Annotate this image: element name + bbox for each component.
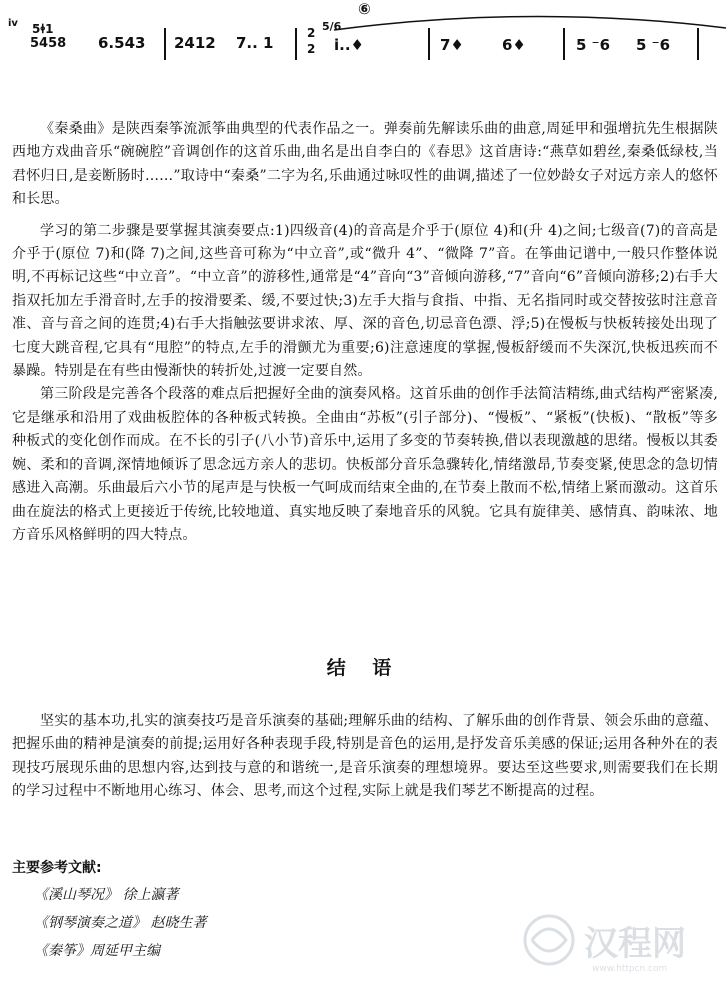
reference-item: 《秦筝》周延甲主编 — [34, 943, 160, 959]
notation-group-7: 5 ⁻6 — [576, 36, 611, 54]
notation-stack-top: 5ꬹ1 — [32, 22, 54, 36]
watermark-icon — [514, 910, 584, 970]
paragraph-intro: 《秦桑曲》是陕西秦筝流派筝曲典型的代表作品之一。弹奏前先解读乐曲的曲意,周延甲和强增抗先生根据陕西地方戏曲音乐“碗碗腔”音调创作的这首乐曲,曲名是出自李白的《春思》这首唐诗:“燕草如碧丝,秦桑低绿枝,当君怀归日,是妾断肠时……”取诗中“秦桑”二字为名,乐曲通过咏叹性的曲调,描述了一位妙龄女子对远方亲人的悠怀和长思。 — [12, 121, 718, 208]
reference-item: 《钢琴演奏之道》 赵晓生著 — [34, 915, 207, 931]
reference-item: 《溪山琴况》 徐上瀛著 — [34, 887, 179, 903]
music-notation-strip — [0, 0, 728, 80]
notation-group-8: 5 ⁻6 — [636, 36, 671, 54]
notation-group-6: 6♦ — [502, 36, 526, 54]
notation-group-2: 2412 — [174, 34, 216, 52]
bar-line — [563, 28, 565, 60]
watermark-brand: 汉程网 — [584, 924, 686, 964]
section-heading-conclusion: 结 语 — [326, 657, 402, 679]
paragraph-technique: 学习的第二步骤是要掌握其演奏要点:1)四级音(4)的音高是介乎于(原位 4)和(升 4)之间;七级音(7)的音高是介乎于(原位 7)和(降 7)之间,这些音可称为“中立音”,或“微升 4”、“微降 7”音。在筝曲记谱中,一般只作整体说明,不再标记这些“中立音”。“中立音”的游移性,通常是“4”音向“3”音倾向游移,“7”音向“6”音倾向游移;2)右手大指双托加左手滑音时,左手的按滑要柔、缓,不要过快;3)左手大指与食指、中指、无名指同时或交替按弦时注意音准、音与音之间的连贯;4)右手大指触弦要讲求浓、厚、深的音色,切忌音色漂、浮;5)在慢板与快板转接处出现了七度大跳音程,它具有“甩腔”的特点,左手的滑颤尤为重要;6)注意速度的掌握,慢板舒缓而不失深沉,快板迅疾而不暴躁。特别是在有些由慢渐快的转折处,过渡一定要自然。 — [12, 222, 718, 380]
bar-line — [428, 28, 430, 60]
time-signature-bottom: 2 — [307, 42, 316, 56]
notation-group-1: 6.543 — [98, 34, 146, 52]
bar-line — [295, 28, 297, 60]
watermark-logo — [514, 910, 714, 980]
bar-line — [164, 28, 166, 60]
conclusion-body — [12, 710, 718, 804]
notation-stack-bottom: 5458 — [30, 36, 67, 51]
article-body — [12, 118, 718, 547]
notation-group-4: i..♦ — [334, 36, 364, 54]
circle-mark: ⑥ — [358, 0, 371, 18]
notation-ornament: iv — [8, 18, 18, 29]
references-title: 主要参考文献: — [12, 860, 102, 876]
bar-line — [697, 28, 699, 60]
notation-group-5: 7♦ — [440, 36, 464, 54]
grace-note: 5/6 — [322, 20, 342, 33]
paragraph-style: 第三阶段是完善各个段落的难点后把握好全曲的演奏风格。这首乐曲的创作手法简洁精练,曲式结构严密紧凑,它是继承和沿用了戏曲板腔体的各种板式转换。全曲由“苏板”(引子部分)、“慢板”、“紧板”(快板)、“散板”等多种板式的变化创作而成。在不长的引子(八小节)音乐中,运用了多变的节奏转换,借以表现激越的思绪。慢板以其委婉、柔和的音调,深情地倾诉了思念远方亲人的悲切。快板部分音乐急骤转化,情绪激昂,节奏变紧,使思念的急切情感进入高潮。乐曲最后六小节的尾声是与快板一气呵成而结束全曲的,在节奏上散而不松,情绪上紧而激动。这首乐曲在旋法的格式上更接近于传统,比较地道、真实地反映了秦地音乐的风貌。它具有旋律美、感情真、韵味浓、地方音乐风格鲜明的四大特点。 — [12, 386, 718, 543]
paragraph-conclusion: 坚实的基本功,扎实的演奏技巧是音乐演奏的基础;理解乐曲的结构、了解乐曲的创作背景、领会乐曲的意蕴、把握乐曲的精神是演奏的前提;运用好各种表现手段,特别是音色的运用,是抒发音乐美感的保证;运用各种外在的表现技巧展现乐曲的思想内容,达到技与意的和谐统一,是音乐演奏的理想境界。要达至这些要求,则需要我们在长期的学习过程中不断地用心练习、体会、思考,而这个过程,实际上就是我们琴艺不断提高的过程。 — [12, 713, 718, 800]
notation-group-3: 7.. 1 — [236, 34, 274, 52]
watermark-url: www.httpcn.com — [592, 964, 668, 974]
slur-arc — [330, 10, 728, 34]
time-signature-top: 2 — [307, 26, 316, 40]
